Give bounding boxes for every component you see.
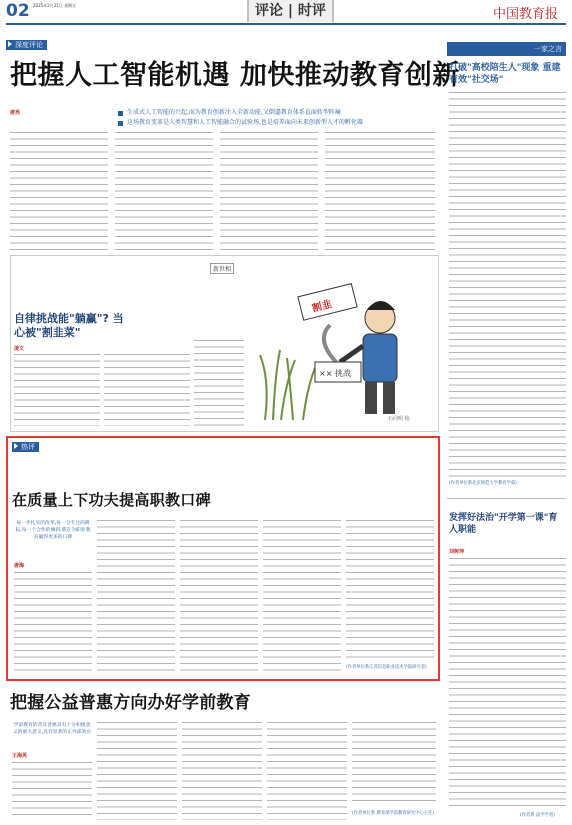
hot-body-col [97, 520, 175, 676]
cartoon-body-col [104, 354, 190, 426]
arrow-icon [8, 41, 12, 47]
person-icon [340, 301, 397, 414]
header-rule [6, 23, 566, 25]
cartoon-title: 自律挑战能"躺赢"? 当心被"割韭菜" [14, 312, 124, 339]
bottom-pullquote: 学前教育的普及普惠具有十分积极意义的重大意义,具有显著的正外部效应 [12, 723, 92, 735]
hot-body-col [346, 520, 434, 660]
bottom-body-col [267, 722, 347, 820]
side-body-1 [449, 92, 566, 477]
bottom-credit: (作者单位系 教育部学前教育研究中心主任) [352, 811, 435, 816]
hot-credit: (作者单位系江苏信息职业技术学院研究者) [346, 665, 427, 670]
chive-icon [260, 350, 315, 420]
side-title-2: 发挥好法治"开学第一课"育人职能 [449, 513, 558, 535]
side-body-2 [449, 558, 566, 808]
hot-body-col [180, 520, 258, 676]
bottom-byline: 王海英 [12, 753, 28, 759]
cartoon-body-col [14, 354, 100, 426]
side-byline-2: 刘树坤 [449, 549, 465, 555]
lead-body-col [115, 132, 213, 250]
sign-text-2: ×× 挑战 [319, 369, 351, 378]
hot-kicker-label: 热评 [21, 443, 35, 451]
side-credit-1: (作者单位系北京师范大学教育学部) [449, 481, 517, 486]
lead-kicker [6, 40, 47, 50]
lead-body-col [325, 132, 435, 250]
arrow-icon [14, 443, 18, 449]
divider [447, 498, 566, 499]
hot-pullquote: 每一步扎实的改革,每一分专注的耕耘,每一个合作的倾斜,都在为职业教育赢得更多的口碑 [15, 521, 91, 540]
square-bullet-icon [118, 111, 123, 116]
hot-body-col [263, 520, 341, 676]
sign-board [298, 284, 361, 382]
hot-byline: 唐海 [14, 563, 25, 569]
hot-body-col [14, 572, 92, 676]
bottom-body-col [12, 762, 92, 820]
lead-bullet-text: 生成式人工智能的兴起,而为教育创新注入全新动能,又倒逼教育体系直面转型阵痛 [127, 109, 341, 116]
bottom-body-col [97, 722, 177, 820]
page-header [0, 0, 572, 26]
lead-bullet-text: 这场教育变革是人类智慧和人工智能融合的试验场,也是培养面向未来创新型人才的孵化器 [127, 119, 363, 126]
side-credit-2: (作者系 法学学者) [520, 813, 555, 818]
cartoon-byline: 凌文 [14, 346, 25, 352]
side-title-1: 打破"高校陪生人"现象 重建有效"社交场" [449, 63, 561, 85]
sign-text: 割韭 [310, 299, 334, 315]
cartoon-illustration [245, 270, 430, 425]
lead-title: 把握人工智能机遇 加快推动教育创新 [10, 60, 460, 91]
cartoon-label: 新世相 [210, 263, 234, 274]
side-kicker: 一家之言 [447, 42, 566, 56]
sickle-icon [324, 325, 337, 363]
cartoon-body-col [194, 340, 244, 426]
lead-bullet [118, 118, 423, 128]
bottom-title: 把握公益普惠方向办好学前教育 [10, 693, 251, 713]
lead-bullet [118, 108, 423, 118]
bottom-body-col [352, 722, 436, 806]
hot-kicker [12, 442, 39, 452]
hot-title: 在质量上下功夫提高职教口碑 [12, 491, 211, 509]
section-title: 评论 | 时评 [247, 0, 334, 22]
page-number: 02 [6, 1, 30, 21]
lead-body-col [10, 132, 108, 250]
lead-body-col [220, 132, 318, 250]
dateline: 2025年2月21日 星期五 [33, 3, 77, 8]
lead-bullets [118, 108, 423, 128]
cartoon-artist: 石向明 绘 [388, 416, 410, 422]
lead-byline: 唐亮 [10, 110, 21, 116]
square-bullet-icon [118, 121, 123, 126]
lead-kicker-label: 深度评论 [15, 41, 43, 49]
masthead-brand: 中国教育报 [492, 7, 558, 22]
bottom-body-col [182, 722, 262, 820]
